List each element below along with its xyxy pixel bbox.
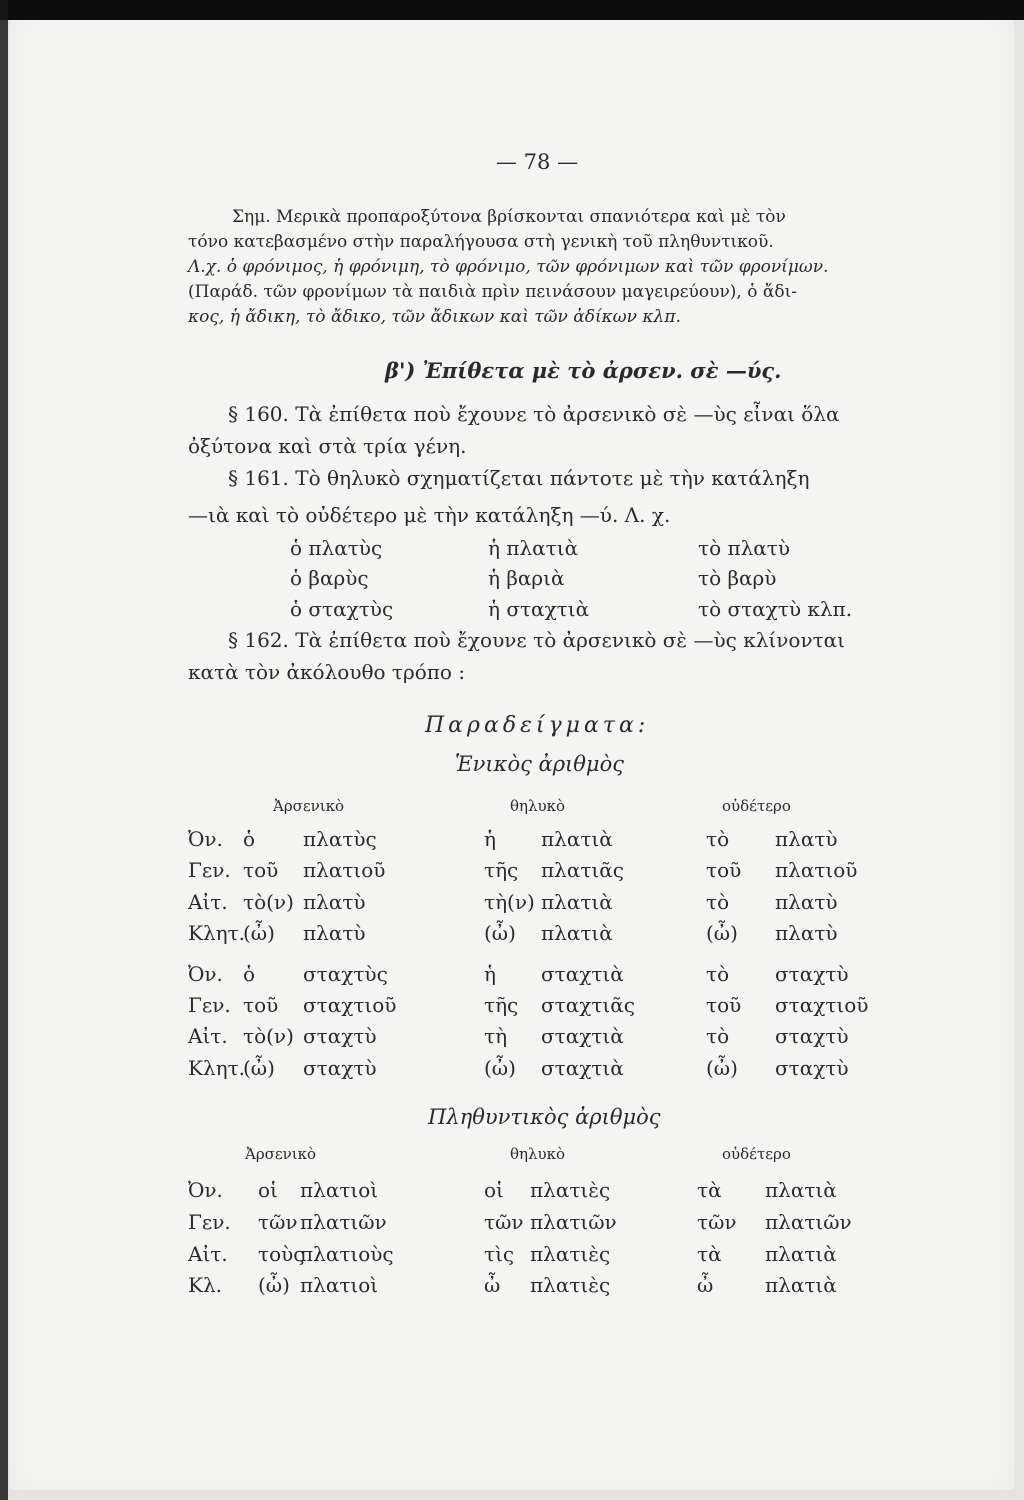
masculine-article: τοὺς	[258, 1242, 305, 1266]
masculine-form: σταχτιοῦ	[303, 993, 397, 1017]
neuter-form: πλατιὰ	[765, 1242, 837, 1266]
neuter-article: (ὦ)	[706, 921, 738, 945]
neuter-form: πλατιοῦ	[775, 858, 858, 882]
example-feminine: ἡ πλατιὰ	[488, 536, 579, 560]
neuter-article: τοῦ	[706, 858, 742, 882]
feminine-article: ἡ	[484, 827, 496, 851]
header-neuter: οὐδέτερο	[722, 1145, 791, 1163]
neuter-article: ὦ	[697, 1273, 714, 1297]
masculine-form: πλατιοὶ	[300, 1178, 379, 1202]
neuter-form: σταχτὺ	[775, 962, 849, 986]
plural-title: Πληθυντικὸς ἀριθμὸς	[428, 1105, 661, 1129]
neuter-form: σταχτιοῦ	[775, 993, 869, 1017]
header-masculine: Ἀρσενικὸ	[245, 1145, 317, 1163]
feminine-form: πλατιὰ	[541, 827, 613, 851]
feminine-article: ὦ	[484, 1273, 501, 1297]
example-neuter: τὸ σταχτὺ κλπ.	[698, 597, 853, 621]
case-label: Αἰτ.	[188, 1024, 228, 1048]
neuter-form: πλατιὰ	[765, 1273, 837, 1297]
paradigms-title: Παραδείγματα:	[425, 713, 650, 738]
case-label: Ὀν.	[188, 962, 223, 986]
neuter-form: πλατὺ	[775, 890, 838, 914]
header-masculine: Ἀρσενικὸ	[273, 797, 345, 815]
masculine-form: πλατιοὶ	[300, 1273, 379, 1297]
feminine-form: πλατιὰ	[541, 890, 613, 914]
case-label: Κλ.	[188, 1273, 222, 1297]
feminine-form: πλατιὰ	[541, 921, 613, 945]
neuter-article: τοῦ	[706, 993, 742, 1017]
page-number: — 78 —	[496, 150, 579, 174]
neuter-form: πλατιῶν	[765, 1210, 852, 1234]
feminine-form: σταχτιᾶς	[541, 993, 635, 1017]
masculine-article: (ὦ)	[243, 1056, 275, 1080]
feminine-article: τὴ(ν)	[484, 890, 535, 914]
neuter-form: σταχτὺ	[775, 1056, 849, 1080]
scan-top-border	[0, 0, 1024, 20]
para-161-line-1: § 161. Τὸ θηλυκὸ σχηματίζεται πάντοτε μὲ τὴν κατάληξη	[228, 466, 810, 490]
feminine-form: πλατιὲς	[530, 1242, 611, 1266]
case-label: Ὀν.	[188, 1178, 223, 1202]
feminine-article: τὶς	[484, 1242, 515, 1266]
masculine-article: (ὦ)	[258, 1273, 290, 1297]
neuter-article: τῶν	[697, 1210, 737, 1234]
masculine-form: σταχτὺ	[303, 1024, 377, 1048]
example-neuter: τὸ πλατὺ	[698, 536, 791, 560]
header-feminine: θηλυκὸ	[510, 797, 566, 815]
feminine-article: τῆς	[484, 993, 519, 1017]
section-heading: β') Ἐπίθετα μὲ τὸ ἀρσεν. σὲ —ύς.	[385, 358, 782, 383]
case-label: Κλητ.	[188, 1056, 246, 1080]
singular-title: Ἑνικὸς ἀριθμὸς	[455, 752, 624, 776]
case-label: Κλητ.	[188, 921, 246, 945]
neuter-article: τὰ	[697, 1242, 722, 1266]
neuter-form: πλατιὰ	[765, 1178, 837, 1202]
masculine-article: τοῦ	[243, 993, 279, 1017]
feminine-article: (ὦ)	[484, 921, 516, 945]
masculine-article: οἱ	[258, 1178, 278, 1202]
neuter-form: σταχτὺ	[775, 1024, 849, 1048]
header-feminine: θηλυκὸ	[510, 1145, 566, 1163]
feminine-form: πλατιῶν	[530, 1210, 617, 1234]
feminine-article: οἱ	[484, 1178, 504, 1202]
note-line-4: (Παράδ. τῶν φρονίμων τὰ παιδιὰ πρὶν πεινάσουν μαγειρεύουν), ὁ ἄδι-	[188, 282, 797, 302]
feminine-form: πλατιὲς	[530, 1273, 611, 1297]
case-label: Γεν.	[188, 1210, 231, 1234]
feminine-form: πλατιᾶς	[541, 858, 624, 882]
note-line-3: Λ.χ. ὁ φρόνιμος, ἡ φρόνιμη, τὸ φρόνιμο, τῶν φρόνιμων καὶ τῶν φρονίμων.	[188, 257, 829, 277]
masculine-article: ὁ	[243, 827, 256, 851]
note-line-5: κος, ἡ ἄδικη, τὸ ἄδικο, τῶν ἄδικων καὶ τῶν ἀδίκων κλπ.	[188, 307, 681, 327]
scan-left-border	[0, 0, 8, 1500]
feminine-form: σταχτιὰ	[541, 1056, 624, 1080]
case-label: Γεν.	[188, 858, 231, 882]
neuter-article: τὸ	[706, 890, 730, 914]
masculine-article: τὸ(ν)	[243, 1024, 294, 1048]
note-line-1: Σημ. Μερικὰ προπαροξύτονα βρίσκονται σπανιότερα καὶ μὲ τὸν	[232, 207, 786, 227]
masculine-form: πλατὺς	[303, 827, 377, 851]
masculine-form: σταχτὺ	[303, 1056, 377, 1080]
masculine-article: τῶν	[258, 1210, 298, 1234]
example-masculine: ὁ πλατὺς	[290, 536, 383, 560]
masculine-form: πλατὺ	[303, 921, 366, 945]
feminine-form: σταχτιὰ	[541, 962, 624, 986]
feminine-article: (ὦ)	[484, 1056, 516, 1080]
masculine-article: (ὦ)	[243, 921, 275, 945]
para-160-line-2: ὀξύτονα καὶ στὰ τρία γένη.	[188, 434, 467, 458]
case-label: Αἰτ.	[188, 1242, 228, 1266]
neuter-article: τὰ	[697, 1178, 722, 1202]
masculine-form: σταχτὺς	[303, 962, 388, 986]
example-neuter: τὸ βαρὺ	[698, 566, 777, 590]
masculine-form: πλατιῶν	[300, 1210, 387, 1234]
case-label: Ὀν.	[188, 827, 223, 851]
feminine-form: πλατιὲς	[530, 1178, 611, 1202]
case-label: Γεν.	[188, 993, 231, 1017]
neuter-article: τὸ	[706, 1024, 730, 1048]
example-feminine: ἡ βαριὰ	[488, 566, 565, 590]
example-masculine: ὁ σταχτὺς	[290, 597, 394, 621]
feminine-article: τῆς	[484, 858, 519, 882]
example-masculine: ὁ βαρὺς	[290, 566, 369, 590]
para-160-line-1: § 160. Τὰ ἐπίθετα ποὺ ἔχουνε τὸ ἀρσενικὸ σὲ —ὺς εἶναι ὅλα	[228, 402, 840, 426]
neuter-article: τὸ	[706, 827, 730, 851]
header-neuter: οὐδέτερο	[722, 797, 791, 815]
masculine-article: τοῦ	[243, 858, 279, 882]
feminine-article: ἡ	[484, 962, 496, 986]
masculine-article: ὁ	[243, 962, 256, 986]
note-line-2: τόνο κατεβασμένο στὴν παραλήγουσα στὴ γενικὴ τοῦ πληθυντικοῦ.	[188, 232, 774, 252]
masculine-form: πλατιοὺς	[300, 1242, 394, 1266]
para-162-line-2: κατὰ τὸν ἀκόλουθο τρόπο :	[188, 660, 466, 684]
masculine-form: πλατὺ	[303, 890, 366, 914]
neuter-article: (ὦ)	[706, 1056, 738, 1080]
feminine-form: σταχτιὰ	[541, 1024, 624, 1048]
neuter-form: πλατὺ	[775, 921, 838, 945]
feminine-article: τὴ	[484, 1024, 508, 1048]
case-label: Αἰτ.	[188, 890, 228, 914]
para-162-line-1: § 162. Τὰ ἐπίθετα ποὺ ἔχουνε τὸ ἀρσενικὸ σὲ —ὺς κλίνονται	[228, 628, 846, 652]
para-161-line-2: —ιὰ καὶ τὸ οὐδέτερο μὲ τὴν κατάληξη —ύ. Λ. χ.	[188, 503, 671, 527]
masculine-form: πλατιοῦ	[303, 858, 386, 882]
feminine-article: τῶν	[484, 1210, 524, 1234]
example-feminine: ἡ σταχτιὰ	[488, 597, 590, 621]
neuter-article: τὸ	[706, 962, 730, 986]
neuter-form: πλατὺ	[775, 827, 838, 851]
masculine-article: τὸ(ν)	[243, 890, 294, 914]
